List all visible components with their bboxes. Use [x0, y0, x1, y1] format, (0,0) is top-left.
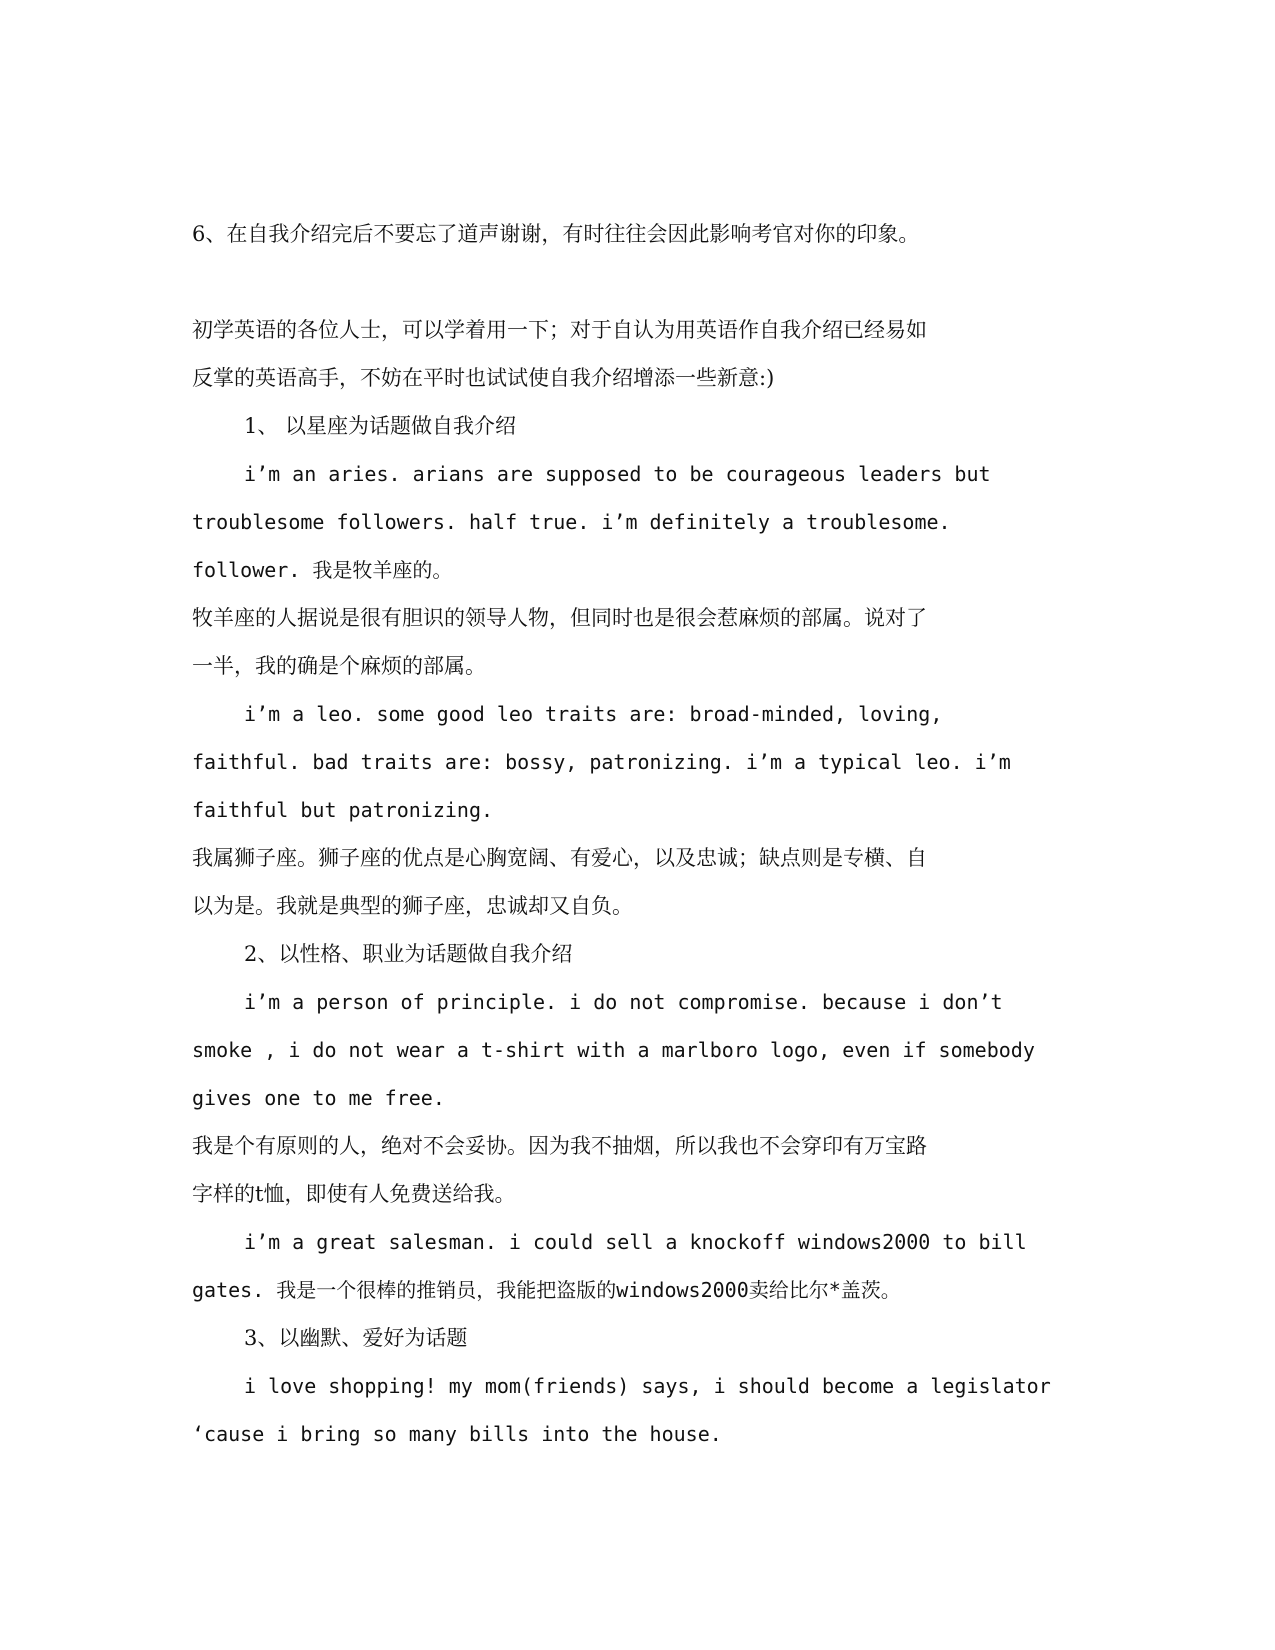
aries-english-line-3: follower. 我是牧羊座的。: [192, 558, 453, 582]
principle-chinese-line-1: 我是个有原则的人，绝对不会妥协。因为我不抽烟，所以我也不会穿印有万宝路: [192, 1134, 927, 1158]
aries-english-line-2: troublesome followers. half true. i’m definitely a troublesome.: [192, 510, 951, 534]
salesman-english-line-1: i’m a great salesman. i could sell a knockoff windows2000 to bill: [244, 1230, 1027, 1254]
tip-6-paragraph: 6、在自我介绍完后不要忘了道声谢谢，有时往往会因此影响考官对你的印象。: [192, 222, 920, 246]
aries-chinese-line-2: 一半，我的确是个麻烦的部属。: [192, 654, 486, 678]
salesman-line-2: gates. 我是一个很棒的推销员，我能把盗版的windows2000卖给比尔*盖茨。: [192, 1278, 901, 1302]
leo-english-line-3: faithful but patronizing.: [192, 798, 494, 822]
principle-english-line-2: smoke , i do not wear a t-shirt with a marlboro logo, even if somebody: [192, 1038, 1035, 1062]
paragraph-spacer: [192, 258, 1082, 306]
leo-chinese-line-1: 我属狮子座。狮子座的优点是心胸宽阔、有爱心，以及忠诚；缺点则是专横、自: [192, 846, 927, 870]
leo-english-line-2: faithful. bad traits are: bossy, patronizing. i’m a typical leo. i’m: [192, 750, 1011, 774]
section-2-heading: 2、以性格、职业为话题做自我介绍: [244, 942, 573, 966]
aries-english-line-1: i’m an aries. arians are supposed to be courageous leaders but: [244, 462, 991, 486]
principle-english-line-1: i’m a person of principle. i do not compromise. because i don’t: [244, 990, 1003, 1014]
principle-chinese-line-2: 字样的t恤，即使有人免费送给我。: [192, 1182, 516, 1206]
section-3-heading: 3、以幽默、爱好为话题: [244, 1326, 468, 1350]
leo-chinese-line-2: 以为是。我就是典型的狮子座，忠诚却又自负。: [192, 894, 633, 918]
aries-chinese-line-1: 牧羊座的人据说是很有胆识的领导人物，但同时也是很会惹麻烦的部属。说对了: [192, 606, 927, 630]
shopping-english-line-2: ‘cause i bring so many bills into the house.: [192, 1422, 722, 1446]
document-body: [192, 210, 1082, 1458]
intro-paragraph-line-2: 反掌的英语高手，不妨在平时也试试使自我介绍增添一些新意:): [192, 366, 775, 390]
principle-english-line-3: gives one to me free.: [192, 1086, 445, 1110]
shopping-english-line-1: i love shopping! my mom(friends) says, i should become a legislator: [244, 1374, 1051, 1398]
section-1-heading: 1、 以星座为话题做自我介绍: [244, 414, 517, 438]
intro-paragraph-line-1: 初学英语的各位人士，可以学着用一下；对于自认为用英语作自我介绍已经易如: [192, 318, 927, 342]
leo-english-line-1: i’m a leo. some good leo traits are: broad-minded, loving,: [244, 702, 943, 726]
